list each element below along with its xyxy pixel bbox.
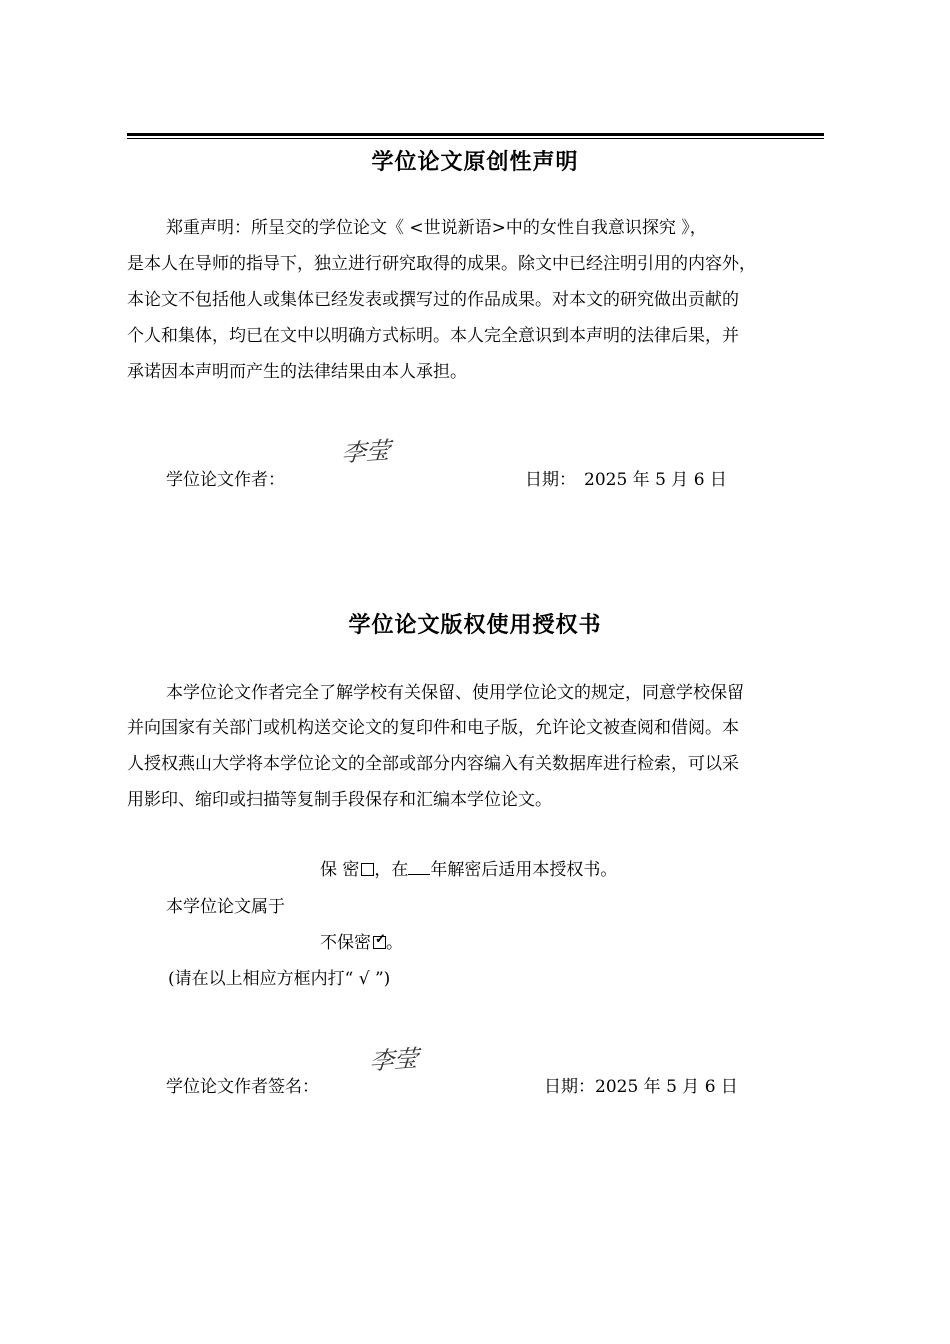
authorization-date	[544, 1075, 738, 1099]
authorization-date-label: 日期：	[544, 1077, 595, 1097]
statement-title: 学位论文原创性声明	[371, 150, 579, 175]
belongs-label: 本学位论文属于	[166, 897, 285, 917]
confidential-checkbox[interactable]	[361, 863, 374, 876]
authorization-line-1: 本学位论文作者完全了解学校有关保留、使用学位论文的规定，同意学校保留	[166, 683, 744, 703]
confidential-label: 保 密	[320, 860, 360, 880]
statement-date-value: 2025 年 5 月 6 日	[584, 470, 727, 490]
statement-line-2: 是本人在导师的指导下，独立进行研究取得的成果。除文中已经注明引用的内容外，	[127, 254, 756, 274]
authorization-title: 学位论文版权使用授权书	[348, 613, 602, 638]
statement-line-3: 本论文不包括他人或集体已经发表或撰写过的作品成果。对本文的研究做出贡献的	[127, 290, 739, 310]
checkbox-note: (请在以上相应方框内打“ √ ”)	[168, 969, 391, 989]
confidential-option	[320, 858, 617, 882]
statement-line-1: 郑重声明：所呈交的学位论文《 <世说新语>中的女性自我意识探究 》，	[166, 218, 707, 238]
author-signature: 李莹	[340, 436, 391, 468]
statement-author-label: 学位论文作者：	[166, 470, 285, 490]
statement-date	[525, 468, 727, 492]
confidential-year-blank	[408, 874, 430, 875]
authorization-line-4: 用影印、缩印或扫描等复制手段保存和汇编本学位论文。	[127, 790, 552, 810]
not-confidential-tail: 。	[386, 933, 403, 953]
header-rule-thin	[127, 138, 824, 139]
authorization-line-2: 并向国家有关部门或机构送交论文的复印件和电子版，允许论文被查阅和借阅。本	[127, 718, 739, 738]
confidential-tail: 年解密后适用本授权书。	[430, 860, 618, 880]
check-icon: ✓	[375, 932, 386, 947]
statement-date-label: 日期：	[525, 470, 576, 490]
not-confidential-option	[320, 931, 403, 955]
signer-signature: 李莹	[368, 1044, 419, 1076]
authorization-date-value: 2025 年 5 月 6 日	[595, 1077, 738, 1097]
statement-line-4: 个人和集体，均已在文中以明确方式标明。本人完全意识到本声明的法律后果，并	[127, 326, 739, 346]
authorization-line-3: 人授权燕山大学将本学位论文的全部或部分内容编入有关数据库进行检索，可以采	[127, 754, 739, 774]
signer-label: 学位论文作者签名：	[166, 1077, 319, 1097]
header-rule-thick	[127, 133, 824, 136]
not-confidential-label: 不保密	[320, 933, 371, 953]
confidential-mid: ，在	[374, 860, 409, 880]
not-confidential-checkbox[interactable]	[373, 932, 386, 949]
statement-line-5: 承诺因本声明而产生的法律结果由本人承担。	[127, 362, 467, 382]
